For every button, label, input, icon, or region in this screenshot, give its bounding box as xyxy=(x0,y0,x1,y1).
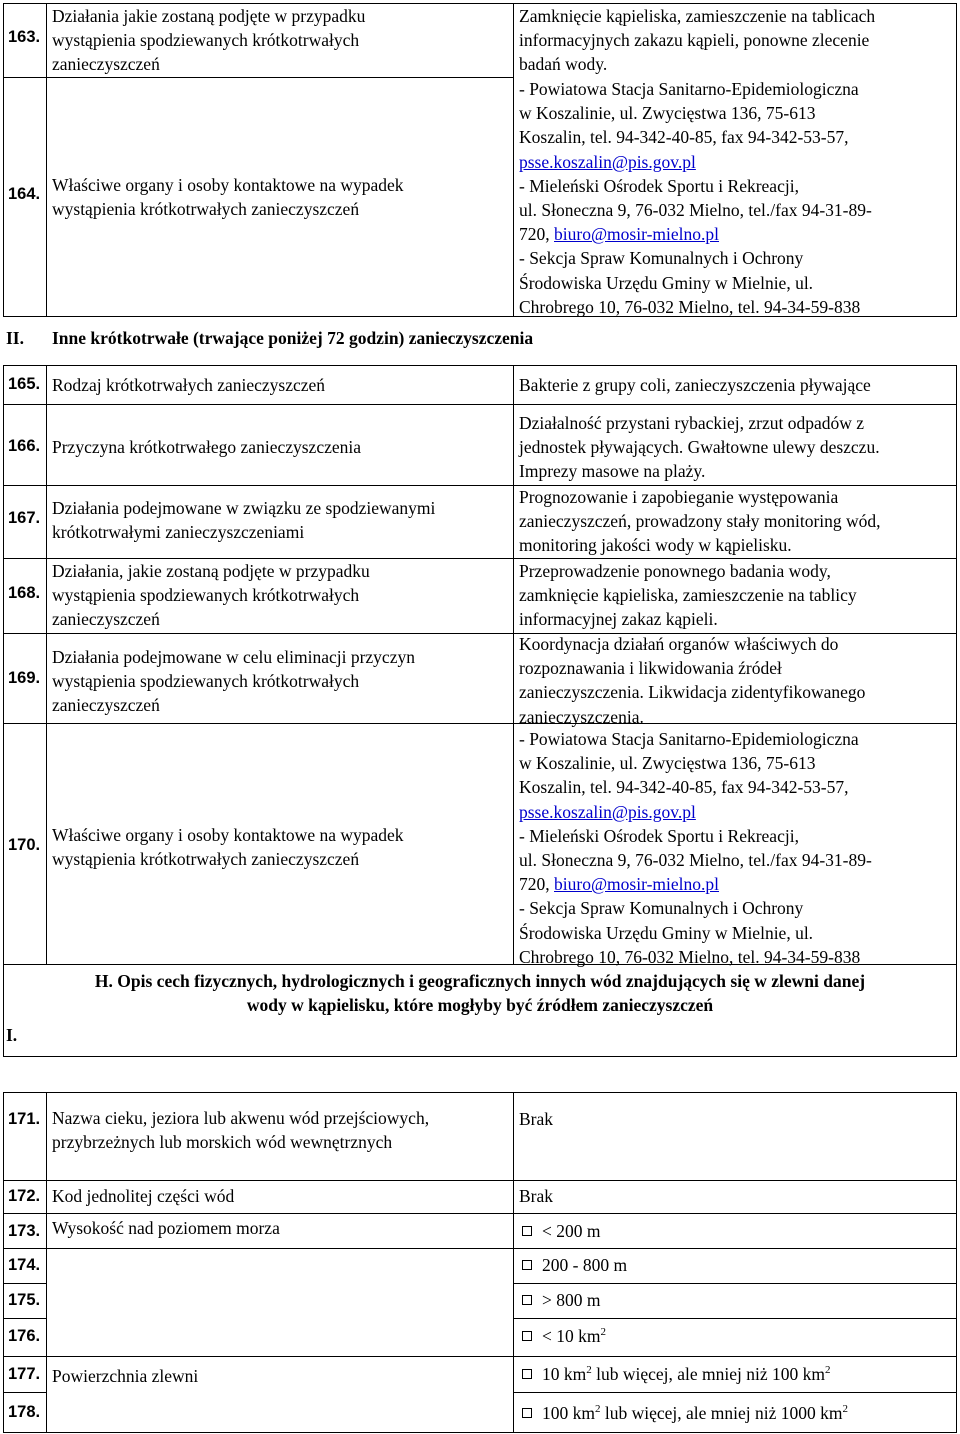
row-label: Kod jednolitej części wód xyxy=(52,1186,235,1206)
contact-list: - Powiatowa Stacja Sanitarno-Epidemiologiczna w Koszalinie, ul. Zwycięstwa 136, 75-613 Koszalin, tel. 94-342-40-85, fax 94-342-53-57, psse.koszalin@pis.gov.pl - Mieleński Ośrodek Sportu i Rekreacji, ul. Słoneczna 9, 76-032 Mielno, tel./fax 94-31-89- 720, biuro@mosir-mielno.pl - Sekcja Spraw Komunalnych i Ochrony Środowiska Urzędu Gminy w Mielnie, ul. Chrobrego 10, 76-032 Mielno, tel. 94-34-59-838 xyxy=(519,79,872,317)
email-link[interactable]: biuro@mosir-mielno.pl xyxy=(554,224,719,245)
email-link[interactable]: biuro@mosir-mielno.pl xyxy=(554,874,719,895)
row-value: Zamknięcie kąpieliska, zamieszczenie na tablicach informacyjnych zakazu kąpieli, ponowne zlecenie badań wody. xyxy=(519,6,876,75)
row-number: 173. xyxy=(8,1222,41,1240)
section-title: Inne krótkotrwałe (trwające poniżej 72 godzin) zanieczyszczenia xyxy=(52,328,534,348)
row-number: 177. xyxy=(8,1365,41,1383)
row-number: 170. xyxy=(8,836,41,854)
row-label: Przyczyna krótkotrwałego zanieczyszczenia xyxy=(52,437,362,457)
row-label: Działania, jakie zostaną podjęte w przypadku wystąpienia spodziewanych krótkotrwałych zanieczyszczeń xyxy=(52,561,370,630)
row-label: Działania podejmowane w celu eliminacji przyczyn wystąpienia spodziewanych krótkotrwałych zanieczyszczeń xyxy=(52,647,415,716)
checkbox-icon[interactable] xyxy=(522,1369,532,1379)
row-label: Rodzaj krótkotrwałych zanieczyszczeń xyxy=(52,375,326,395)
email-link[interactable]: psse.koszalin@pis.gov.pl xyxy=(519,151,696,172)
row-number: 169. xyxy=(8,669,41,687)
row-label: Działania jakie zostaną podjęte w przypadku wystąpienia spodziewanych krótkotrwałych zanieczyszczeń xyxy=(52,6,366,75)
row-value: Brak xyxy=(519,1186,554,1206)
row-option: < 10 $km^2$ xyxy=(519,1324,606,1348)
row-number: 178. xyxy=(8,1403,41,1421)
row-option: 200 - 800 m xyxy=(519,1253,627,1277)
row-option: > 800 m xyxy=(519,1288,600,1312)
row-number: 172. xyxy=(8,1187,41,1205)
checkbox-icon[interactable] xyxy=(522,1408,532,1418)
checkbox-icon[interactable] xyxy=(522,1331,532,1341)
checkbox-icon[interactable] xyxy=(522,1226,532,1236)
row-label: Działania podejmowane w związku ze spodziewanymi krótkotrwałymi zanieczyszczeniami xyxy=(52,498,436,543)
row-label: Właściwe organy i osoby kontaktowe na wypadek wystąpienia krótkotrwałych zanieczyszczeń xyxy=(52,825,404,870)
section-number: II. xyxy=(6,328,24,348)
row-option: 100 $km^2$ lub więcej, ale mniej niż 1000 $km^2$ xyxy=(519,1401,848,1425)
row-label: Nazwa cieku, jeziora lub akwenu wód przejściowych, przybrzeżnych lub morskich wód wewnętrznych xyxy=(52,1108,430,1153)
row-value: Bakterie z grupy coli, zanieczyszczenia pływające xyxy=(519,375,871,395)
row-label: Powierzchnia zlewni xyxy=(52,1366,199,1386)
row-number: 167. xyxy=(8,509,41,527)
row-value: Działalność przystani rybackiej, zrzut odpadów z jednostek pływających. Gwałtowne ulewy deszczu. Imprezy masowe na plaży. xyxy=(519,413,880,482)
row-number: 171. xyxy=(8,1110,41,1128)
section-h-heading: H. Opis cech fizycznych, hydrologicznych i geograficznych innych wód znajdujących się w zlewni danej wody w kąpielisku, które mogłyby być źródłem zanieczyszczeń xyxy=(94,971,866,1015)
row-label: Wysokość nad poziomem morza xyxy=(52,1218,280,1238)
checkbox-icon[interactable] xyxy=(522,1260,532,1270)
section-roman-number: I. xyxy=(6,1025,18,1045)
email-link[interactable]: psse.koszalin@pis.gov.pl xyxy=(519,801,696,822)
checkbox-icon[interactable] xyxy=(522,1295,532,1305)
row-value: Brak xyxy=(519,1109,554,1129)
row-number: 168. xyxy=(8,584,41,602)
row-label: Właściwe organy i osoby kontaktowe na wypadek wystąpienia krótkotrwałych zanieczyszczeń xyxy=(52,175,404,220)
row-number: 164. xyxy=(8,185,41,203)
row-value: Przeprowadzenie ponownego badania wody, zamknięcie kąpieliska, zamieszczenie na tablicy informacyjnej zakaz kąpieli. xyxy=(519,561,857,630)
row-number: 165. xyxy=(8,375,41,393)
row-number: 176. xyxy=(8,1327,41,1345)
row-option: < 200 m xyxy=(519,1219,600,1243)
row-number: 175. xyxy=(8,1291,41,1309)
row-number: 174. xyxy=(8,1256,41,1274)
row-option: 10 $km^2$ lub więcej, ale mniej niż 100 $km^2$ xyxy=(519,1362,831,1386)
row-value: Prognozowanie i zapobieganie występowania zanieczyszczeń, prowadzony stały monitoring wód, monitoring jakości wody w kąpielisku. xyxy=(519,487,881,556)
row-number: 163. xyxy=(8,28,41,46)
row-number: 166. xyxy=(8,437,41,455)
row-value: Koordynacja działań organów właściwych do rozpoznawania i likwidowania źródeł zanieczyszczenia. Likwidacja zidentyfikowanego zanieczyszczenia. xyxy=(519,634,866,727)
contact-list: - Powiatowa Stacja Sanitarno-Epidemiologiczna w Koszalinie, ul. Zwycięstwa 136, 75-613 Koszalin, tel. 94-342-40-85, fax 94-342-53-57, psse.koszalin@pis.gov.pl - Mieleński Ośrodek Sportu i Rekreacji, ul. Słoneczna 9, 76-032 Mielno, tel./fax 94-31-89- 720, biuro@mosir-mielno.pl - Sekcja Spraw Komunalnych i Ochrony Środowiska Urzędu Gminy w Mielnie, ul. Chrobrego 10, 76-032 Mielno, tel. 94-34-59-838 xyxy=(519,729,872,967)
